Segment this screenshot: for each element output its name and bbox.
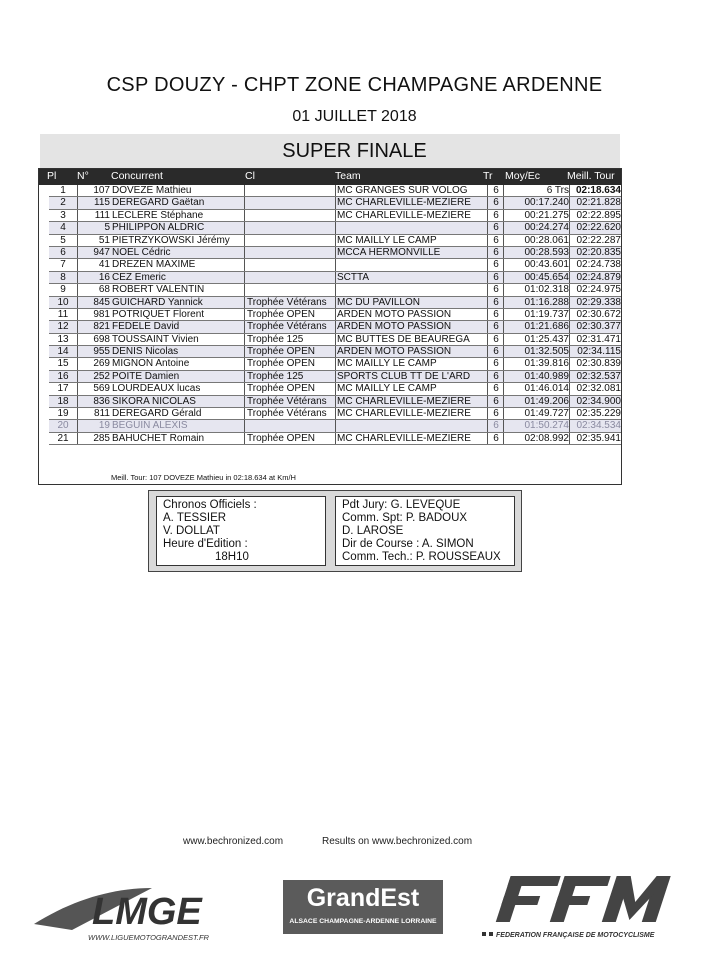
cell-tour: 02:18.634 (575, 185, 621, 196)
cell-tr: 6 (493, 271, 499, 283)
cell-no: 811 (94, 408, 110, 420)
cell-pl: 14 (57, 346, 69, 358)
table-row (49, 210, 621, 222)
grand-est-wordmark: GrandEst (306, 884, 420, 912)
cell-no: 569 (93, 383, 110, 395)
cell-tour: 02:34.900 (576, 395, 621, 407)
cell-no: 107 (93, 185, 110, 196)
cell-name: DENIS Nicolas (112, 346, 179, 358)
ffm-logo (482, 872, 682, 944)
event-date: 01 JUILLET 2018 (292, 108, 417, 125)
cell-tr: 6 (493, 197, 499, 209)
cell-tour: 02:30.377 (576, 321, 621, 333)
table-row (49, 408, 621, 420)
cell-pl: 20 (57, 420, 69, 432)
cell-moy: 00:24.274 (524, 222, 569, 234)
cell-moy: 00:28.593 (524, 246, 569, 258)
cell-tour: 02:24.738 (576, 259, 621, 271)
cell-tour: 02:34.115 (577, 346, 621, 358)
cell-name: POITE Damien (112, 370, 180, 382)
cell-team: MC MAILLY LE CAMP (337, 358, 437, 370)
cell-cl: Trophée Vétérans (247, 408, 327, 420)
cell-name: FEDELE David (112, 321, 180, 333)
cell-tr: 6 (493, 222, 499, 234)
col-name: Concurrent (111, 170, 163, 182)
cell-team: MC CHARLEVILLE-MEZIERE (337, 408, 471, 420)
lmge-logo (32, 880, 232, 950)
col-tour: Meill. Tour (567, 170, 615, 182)
cell-pl: 3 (60, 209, 66, 221)
cell-tr: 6 (493, 185, 499, 196)
cell-tr: 6 (493, 395, 499, 407)
cell-pl: 11 (57, 308, 69, 320)
col-pl: Pl (47, 170, 57, 182)
chronos-name-2: V. DOLLAT (163, 525, 220, 537)
table-row (49, 433, 621, 445)
col-tr: Tr (483, 170, 493, 182)
cell-no: 51 (98, 234, 110, 246)
table-row (49, 259, 621, 271)
cell-cl: Trophée OPEN (247, 432, 315, 444)
ffm-text: FEDERATION FRANÇAISE DE MOTOCYCLISME (496, 932, 655, 939)
cell-moy: 01:46.014 (524, 383, 569, 395)
cell-tr: 6 (493, 346, 499, 358)
table-row (49, 284, 621, 296)
jury-box (335, 496, 515, 566)
ffm-bullet-1 (482, 932, 486, 936)
cell-team: MC DU PAVILLON (337, 296, 420, 308)
tech-commissioner: Comm. Tech.: P. ROUSSEAUX (342, 551, 501, 563)
cell-moy: 00:43.601 (524, 259, 569, 271)
cell-tr: 6 (493, 383, 499, 395)
cell-tr: 6 (493, 209, 499, 221)
table-row (49, 235, 621, 247)
cell-no: 698 (93, 333, 110, 345)
table-row (49, 222, 621, 234)
officials-panel (148, 490, 522, 572)
cell-tour: 02:35.941 (576, 432, 621, 444)
table-row (49, 396, 621, 408)
cell-moy: 01:16.288 (524, 296, 569, 308)
table-row (49, 185, 621, 197)
cell-team: SPORTS CLUB TT DE L'ARD (337, 370, 471, 382)
cell-tour: 02:22.620 (576, 222, 621, 234)
race-director: Dir de Course : A. SIMON (342, 538, 474, 550)
cell-moy: 01:49.727 (524, 408, 569, 420)
cell-moy: 01:32.505 (524, 346, 569, 358)
cell-cl: Trophée Vétérans (247, 296, 327, 308)
cell-moy: 01:50.274 (524, 420, 569, 432)
col-no: N° (77, 170, 89, 182)
cell-moy: 01:19.737 (524, 308, 569, 320)
edition-label: Heure d'Edition : (163, 538, 248, 550)
cell-name: BEGUIN ALEXIS (112, 420, 188, 432)
table-body (49, 185, 621, 445)
cell-cl: Trophée OPEN (247, 308, 315, 320)
cell-pl: 15 (57, 358, 69, 370)
cell-tr: 6 (493, 358, 499, 370)
table-row (49, 321, 621, 333)
cell-tour: 02:22.287 (576, 234, 621, 246)
ffm-bullet-2 (489, 932, 493, 936)
cell-tr: 6 (493, 246, 499, 258)
cell-team: MC CHARLEVILLE-MEZIERE (337, 197, 471, 209)
cell-name: NOEL Cédric (112, 246, 171, 258)
table-row (49, 247, 621, 259)
cell-no: 285 (93, 432, 110, 444)
cell-name: LOURDEAUX lucas (112, 383, 201, 395)
cell-moy: 00:28.061 (524, 234, 569, 246)
cell-name: CEZ Emeric (112, 271, 166, 283)
table-row (49, 383, 621, 395)
cell-cl: Trophée OPEN (247, 346, 315, 358)
cell-pl: 4 (60, 222, 66, 234)
cell-moy: 00:21.275 (524, 209, 569, 221)
cell-pl: 13 (57, 333, 69, 345)
table-header (39, 169, 621, 185)
cell-name: BAHUCHET Romain (112, 432, 205, 444)
cell-name: DEREGARD Gaëtan (112, 197, 205, 209)
cell-no: 68 (98, 284, 110, 296)
cell-moy: 01:21.686 (524, 321, 569, 333)
lmge-wordmark: LMGE (92, 891, 202, 933)
cell-team: SCTTA (337, 271, 370, 283)
event-title: CSP DOUZY - CHPT ZONE CHAMPAGNE ARDENNE (106, 74, 603, 96)
cell-cl: Trophée Vétérans (247, 395, 327, 407)
edition-time: 18H10 (215, 551, 249, 563)
cell-moy: 01:02.318 (524, 284, 569, 296)
chronos-name-1: A. TESSIER (163, 512, 227, 524)
cell-pl: 9 (60, 284, 66, 296)
cell-tour: 02:20.835 (576, 246, 621, 258)
cell-cl: Trophée 125 (247, 333, 304, 345)
results-link[interactable]: Results on www.bechronized.com (322, 836, 473, 847)
best-lap-note: Meill. Tour: 107 DOVEZE Mathieu in 02:18.634 at Km/H (111, 473, 296, 482)
chronos-box (156, 496, 326, 566)
cell-tour: 02:22.895 (576, 209, 621, 221)
cell-tr: 6 (493, 296, 499, 308)
cell-tr: 6 (493, 408, 499, 420)
cell-no: 269 (93, 358, 110, 370)
cell-tour: 02:35.229 (576, 408, 621, 420)
cell-no: 19 (98, 420, 110, 432)
cell-tr: 6 (493, 420, 499, 432)
cell-name: POTRIQUET Florent (112, 308, 205, 320)
cell-team: ARDEN MOTO PASSION (337, 321, 452, 333)
table-row (49, 197, 621, 209)
grand-est-regions: ALSACE CHAMPAGNE-ARDENNE LORRAINE (289, 918, 437, 925)
ffm-mark (496, 876, 671, 922)
cell-tr: 6 (493, 234, 499, 246)
cell-pl: 19 (57, 408, 69, 420)
table-row (49, 420, 621, 432)
sport-commissioner: Comm. Spt: P. BADOUX (342, 512, 468, 524)
cell-no: 5 (104, 222, 110, 234)
cell-tr: 6 (493, 370, 499, 382)
col-moy: Moy/Ec (505, 170, 541, 182)
cell-no: 252 (93, 370, 110, 382)
cell-no: 845 (93, 296, 110, 308)
cell-moy: 6 Trs (546, 185, 569, 196)
cell-tour: 02:32.537 (576, 370, 621, 382)
table-row (49, 309, 621, 321)
cell-tr: 6 (493, 284, 499, 296)
cell-team: MC MAILLY LE CAMP (337, 383, 437, 395)
table-row (49, 371, 621, 383)
cell-tr: 6 (493, 308, 499, 320)
cell-tour: 02:30.839 (576, 358, 621, 370)
cell-pl: 8 (60, 271, 66, 283)
cell-name: DREZEN MAXIME (112, 259, 196, 271)
cell-tour: 02:30.672 (576, 308, 621, 320)
cell-pl: 17 (57, 383, 69, 395)
cell-tour: 02:32.081 (576, 383, 621, 395)
cell-team: ARDEN MOTO PASSION (337, 346, 452, 358)
col-team: Team (335, 170, 361, 182)
cell-pl: 6 (60, 246, 66, 258)
cell-no: 111 (94, 209, 110, 221)
jury-president: Pdt Jury: G. LEVEQUE (342, 499, 461, 511)
table-row (49, 358, 621, 370)
cell-team: MC GRANGES SUR VOLOG (337, 185, 468, 196)
cell-cl: Trophée OPEN (247, 358, 315, 370)
cell-tour: 02:29.338 (576, 296, 621, 308)
table-row (49, 272, 621, 284)
cell-name: GUICHARD Yannick (112, 296, 203, 308)
cell-team: MC MAILLY LE CAMP (337, 234, 437, 246)
cell-tr: 6 (493, 432, 499, 444)
cell-no: 836 (93, 395, 110, 407)
cell-team: MCCA HERMONVILLE (337, 246, 441, 258)
cell-tr: 6 (493, 333, 499, 345)
cell-moy: 01:49.206 (524, 395, 569, 407)
cell-name: ROBERT VALENTIN (112, 284, 205, 296)
cell-pl: 21 (57, 432, 69, 444)
cell-pl: 5 (60, 234, 66, 246)
cell-tour: 02:34.534 (576, 420, 621, 432)
cell-moy: 00:45.654 (524, 271, 569, 283)
cell-moy: 01:40.989 (524, 370, 569, 382)
cell-name: TOUSSAINT Vivien (112, 333, 199, 345)
cell-team: MC CHARLEVILLE-MEZIERE (337, 432, 471, 444)
cell-moy: 01:39.816 (524, 358, 569, 370)
cell-no: 981 (93, 308, 110, 320)
cell-cl: Trophée Vétérans (247, 321, 327, 333)
col-cl: Cl (245, 170, 255, 182)
cell-pl: 12 (57, 321, 69, 333)
cell-team: MC BUTTES DE BEAUREGA (337, 333, 470, 345)
cell-pl: 2 (60, 197, 66, 209)
cell-no: 955 (93, 346, 110, 358)
cell-no: 16 (98, 271, 110, 283)
cell-tr: 6 (493, 321, 499, 333)
cell-pl: 1 (60, 185, 66, 196)
cell-name: DEREGARD Gérald (112, 408, 202, 420)
cell-no: 41 (98, 259, 110, 271)
cell-cl: Trophée OPEN (247, 383, 315, 395)
cell-pl: 18 (57, 395, 69, 407)
table-row (49, 346, 621, 358)
cell-tr: 6 (493, 259, 499, 271)
cell-no: 115 (94, 197, 110, 209)
cell-pl: 10 (57, 296, 69, 308)
cell-moy: 01:25.437 (524, 333, 569, 345)
grand-est-logo (283, 880, 443, 934)
cell-no: 947 (93, 246, 110, 258)
cell-tour: 02:24.975 (576, 284, 621, 296)
cell-tour: 02:24.879 (576, 271, 621, 283)
race-heading: SUPER FINALE (282, 140, 427, 162)
lmge-url: WWW.LIGUEMOTOGRANDEST.FR (88, 933, 209, 942)
cell-no: 821 (93, 321, 110, 333)
cell-team: MC CHARLEVILLE-MEZIERE (337, 209, 471, 221)
chronos-label: Chronos Officiels : (163, 499, 257, 511)
cell-cl: Trophée 125 (247, 370, 304, 382)
results-table (38, 168, 622, 485)
table-row (49, 297, 621, 309)
cell-team: MC CHARLEVILLE-MEZIERE (337, 395, 471, 407)
cell-name: PHILIPPON ALDRIC (112, 222, 205, 234)
cell-moy: 02:08.992 (524, 432, 569, 444)
cell-name: PIETRZYKOWSKI Jérémy (112, 234, 230, 246)
cell-name: DOVEZE Mathieu (112, 185, 192, 196)
table-row (49, 334, 621, 346)
cell-tour: 02:21.828 (576, 197, 621, 209)
cell-moy: 00:17.240 (524, 197, 569, 209)
cell-team: ARDEN MOTO PASSION (337, 308, 452, 320)
cell-name: LECLERE Stéphane (112, 209, 204, 221)
bechronized-link[interactable]: www.bechronized.com (183, 836, 284, 847)
cell-tour: 02:31.471 (576, 333, 621, 345)
cell-name: MIGNON Antoine (112, 358, 190, 370)
cell-pl: 7 (60, 259, 66, 271)
cell-pl: 16 (57, 370, 69, 382)
sport-commissioner-2: D. LAROSE (342, 525, 404, 537)
cell-name: SIKORA NICOLAS (112, 395, 196, 407)
